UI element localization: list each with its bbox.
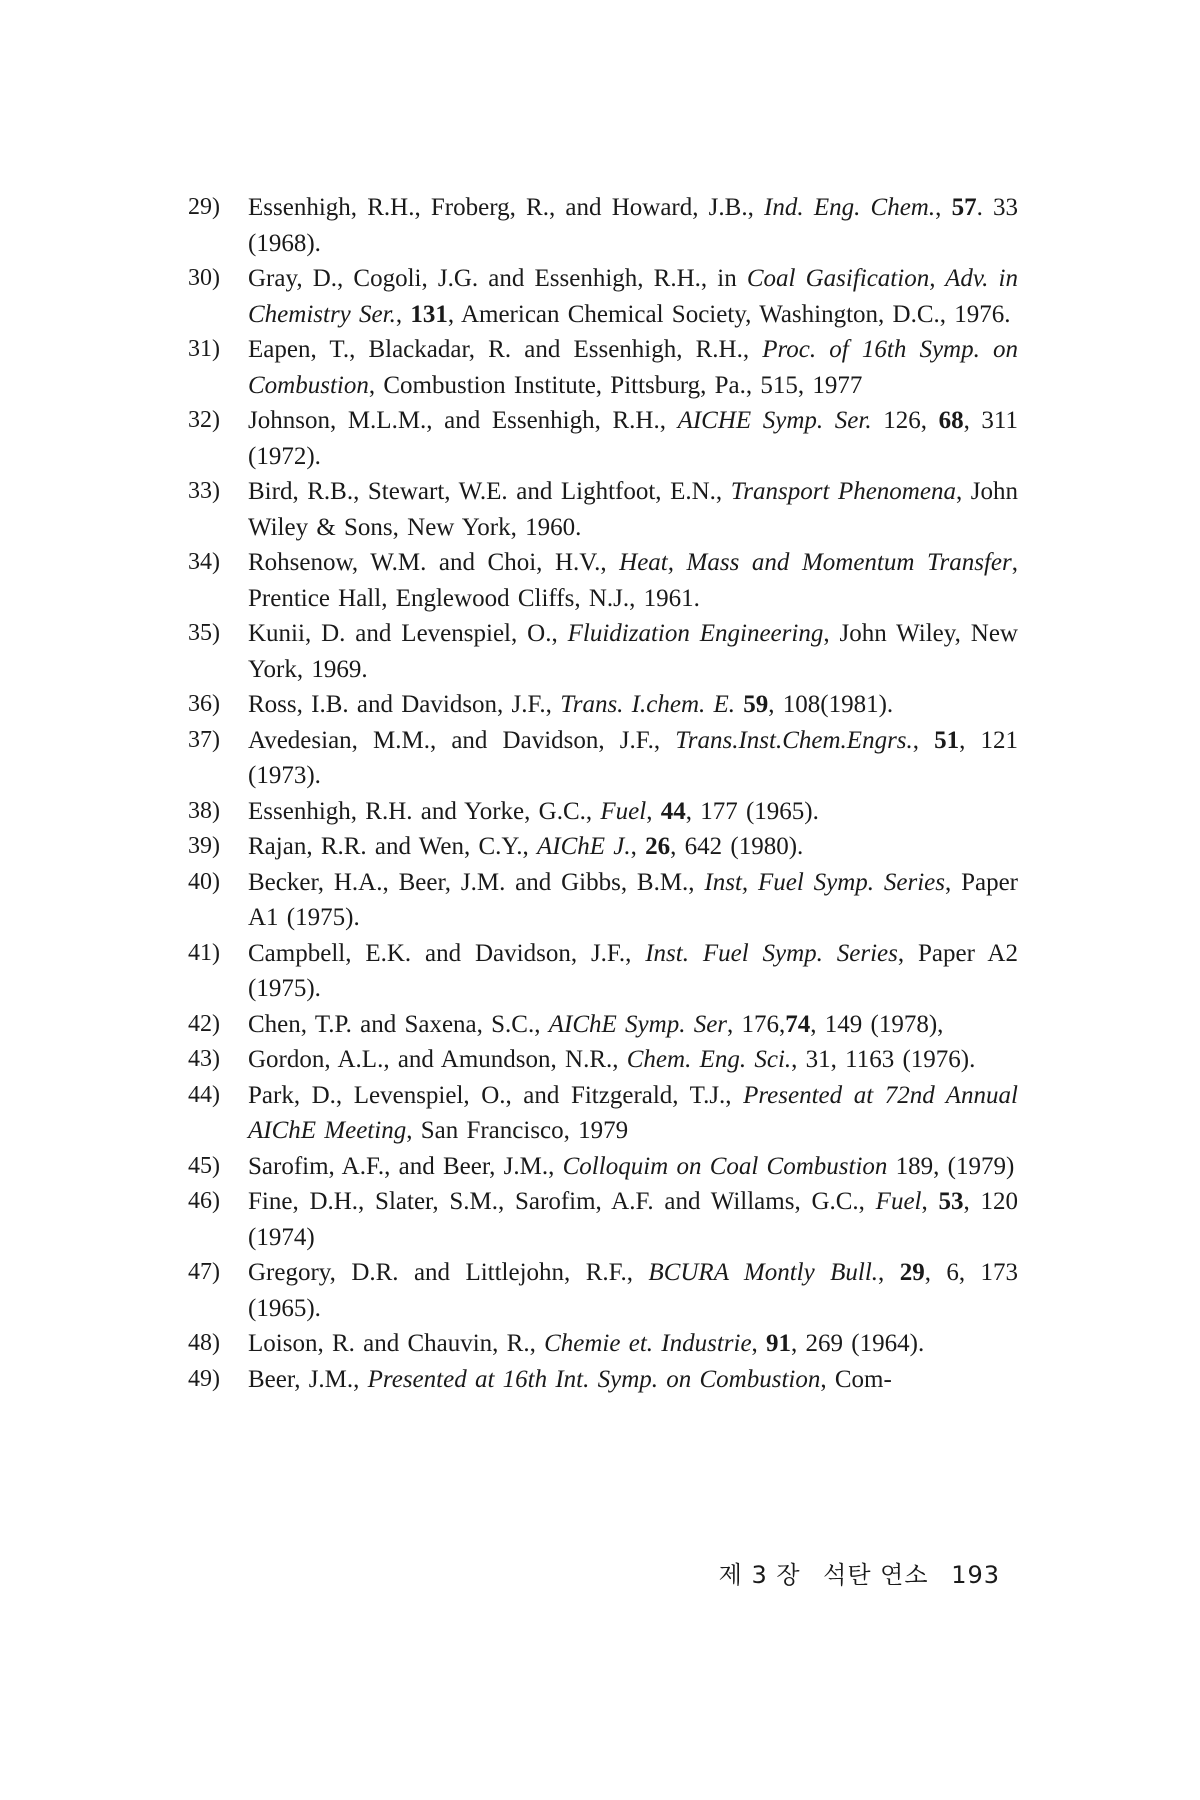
reference-text: Johnson, M.L.M., and Essenhigh, R.H., AICHE Symp. Ser. 126, 68, 311 (1972). (248, 407, 1018, 470)
reference-text: Eapen, T., Blackadar, R. and Essenhigh, R.H., Proc. of 16th Symp. on Combustion, Combustion Institute, Pittsburg, Pa., 515, 1977 (248, 336, 1018, 399)
reference-item (188, 190, 1018, 261)
page-footer (700, 1555, 1000, 1590)
reference-text: Gregory, D.R. and Littlejohn, R.F., BCURA Montly Bull., 29, 6, 173 (1965). (248, 1259, 1018, 1322)
reference-item (188, 687, 1018, 723)
footer-chapter-title: 석탄 연소 (823, 1561, 929, 1589)
reference-item (188, 1149, 1018, 1185)
reference-text: Fine, D.H., Slater, S.M., Sarofim, A.F. and Willams, G.C., Fuel, 53, 120 (1974) (248, 1188, 1018, 1251)
reference-text: Essenhigh, R.H. and Yorke, G.C., Fuel, 44, 177 (1965). (248, 797, 819, 825)
reference-number: 37) (188, 726, 220, 753)
reference-text: Chen, T.P. and Saxena, S.C., AIChE Symp. Ser, 176,74, 149 (1978), (248, 1010, 944, 1038)
reference-item (188, 616, 1018, 687)
reference-number: 48) (188, 1330, 220, 1356)
reference-item (188, 545, 1018, 616)
reference-number: 43) (188, 1046, 220, 1072)
reference-item (188, 1007, 1018, 1043)
page-number: 193 (951, 1561, 1000, 1589)
reference-text: Bird, R.B., Stewart, W.E. and Lightfoot, E.N., Transport Phenomena, John Wiley & Sons, New York, 1960. (248, 478, 1018, 541)
reference-number: 45) (188, 1152, 220, 1179)
reference-item (188, 865, 1018, 936)
reference-number: 47) (188, 1259, 220, 1285)
reference-item (188, 936, 1018, 1007)
reference-number: 32) (188, 407, 220, 433)
reference-item (188, 1078, 1018, 1149)
reference-number: 29) (188, 194, 220, 220)
reference-item (188, 1042, 1018, 1078)
reference-number: 41) (188, 939, 220, 966)
reference-text: Sarofim, A.F., and Beer, J.M., Colloquim on Coal Combustion 189, (1979) (248, 1152, 1015, 1180)
reference-number: 30) (188, 265, 220, 291)
reference-text: Rajan, R.R. and Wen, C.Y., AIChE J., 26, 642 (1980). (248, 833, 804, 860)
reference-number: 39) (188, 833, 220, 859)
reference-text: Loison, R. and Chauvin, R., Chemie et. Industrie, 91, 269 (1964). (248, 1330, 925, 1357)
reference-list (188, 190, 1018, 1397)
reference-item (188, 1326, 1018, 1362)
reference-number: 36) (188, 691, 220, 717)
reference-item (188, 1255, 1018, 1326)
reference-item (188, 332, 1018, 403)
reference-item (188, 794, 1018, 830)
reference-text: Gray, D., Cogoli, J.G. and Essenhigh, R.H., in Coal Gasification, Adv. in Chemistry Ser., 131, American Chemical Society, Washington, D.C., 1976. (248, 265, 1018, 328)
reference-item (188, 261, 1018, 332)
reference-text: Essenhigh, R.H., Froberg, R., and Howard, J.B., Ind. Eng. Chem., 57. 33 (1968). (248, 194, 1019, 257)
reference-number: 44) (188, 1081, 220, 1108)
reference-text: Rohsenow, W.M. and Choi, H.V., Heat, Mass and Momentum Transfer, Prentice Hall, Englewood Cliffs, N.J., 1961. (248, 549, 1018, 612)
reference-number: 34) (188, 549, 220, 575)
reference-number: 49) (188, 1365, 220, 1392)
reference-text: Gordon, A.L., and Amundson, N.R., Chem. Eng. Sci., 31, 1163 (1976). (248, 1046, 976, 1073)
reference-item (188, 723, 1018, 794)
reference-number: 38) (188, 797, 220, 824)
reference-number: 35) (188, 620, 220, 646)
reference-number: 40) (188, 868, 220, 895)
reference-text: Kunii, D. and Levenspiel, O., Fluidization Engineering, John Wiley, New York, 1969. (248, 620, 1018, 683)
footer-chapter: 제 3 장 (718, 1561, 801, 1589)
reference-number: 31) (188, 336, 220, 362)
reference-item (188, 1184, 1018, 1255)
reference-text: Campbell, E.K. and Davidson, J.F., Inst. Fuel Symp. Series, Paper A2 (1975). (248, 939, 1018, 1002)
reference-text: Beer, J.M., Presented at 16th Int. Symp. on Combustion, Com- (248, 1365, 892, 1393)
reference-item (188, 403, 1018, 474)
reference-text: Becker, H.A., Beer, J.M. and Gibbs, B.M., Inst, Fuel Symp. Series, Paper A1 (1975). (248, 868, 1018, 931)
reference-item (188, 1362, 1018, 1398)
reference-item (188, 829, 1018, 865)
reference-text: Ross, I.B. and Davidson, J.F., Trans. I.chem. E. 59, 108(1981). (248, 691, 894, 718)
reference-item (188, 474, 1018, 545)
reference-text: Park, D., Levenspiel, O., and Fitzgerald, T.J., Presented at 72nd Annual AIChE Meeting, San Francisco, 1979 (248, 1081, 1019, 1144)
reference-number: 42) (188, 1010, 220, 1037)
reference-number: 33) (188, 478, 220, 504)
reference-text: Avedesian, M.M., and Davidson, J.F., Trans.Inst.Chem.Engrs., 51, 121 (1973). (248, 726, 1018, 789)
reference-number: 46) (188, 1188, 220, 1214)
